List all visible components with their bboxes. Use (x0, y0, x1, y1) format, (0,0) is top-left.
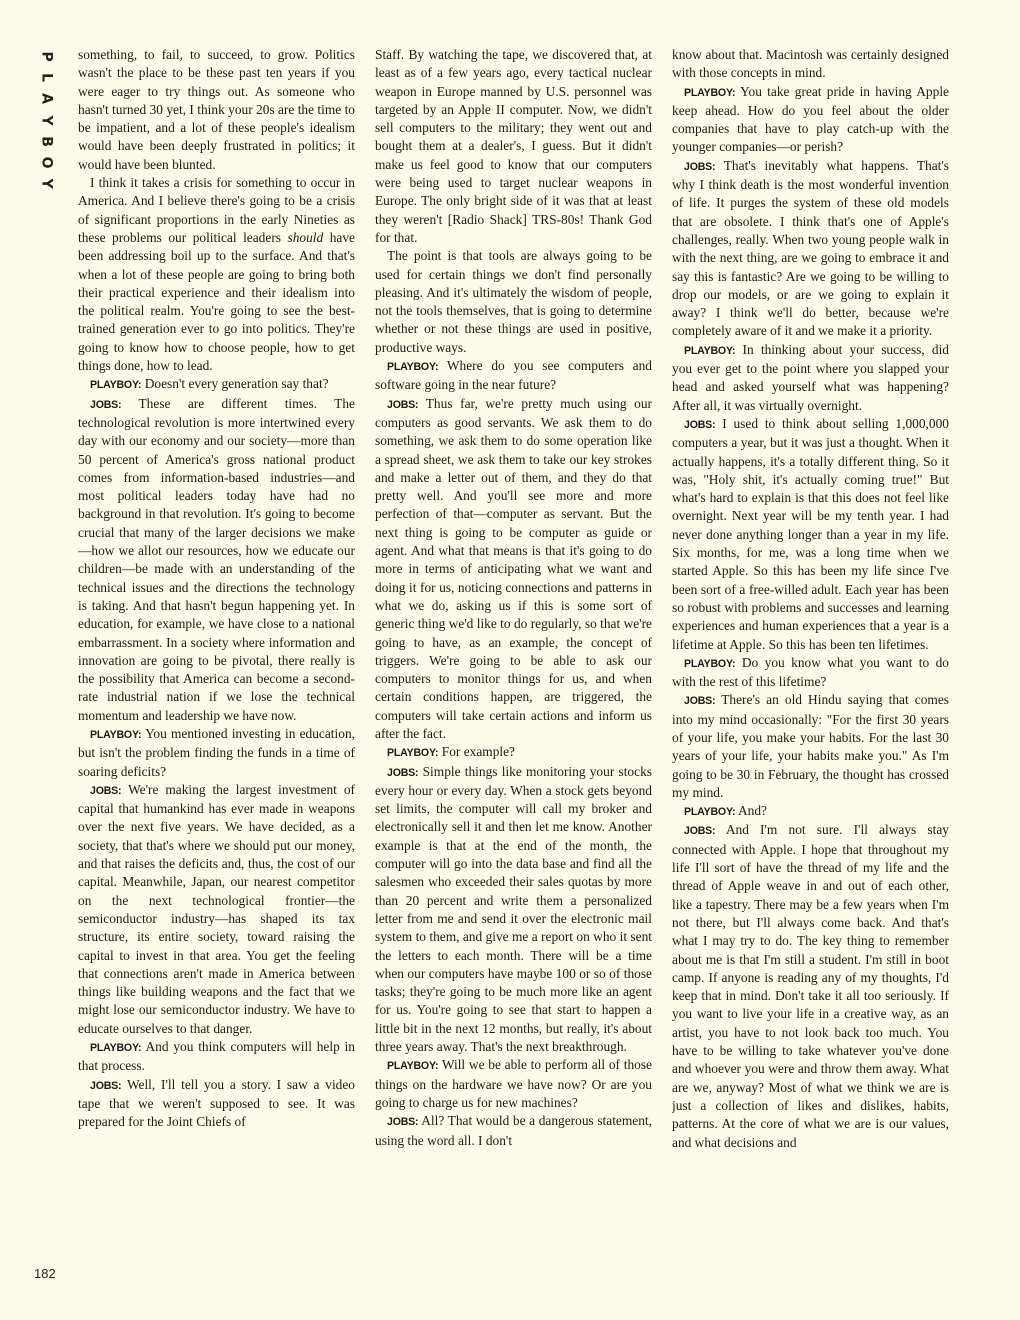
running-head-letter: P (38, 51, 55, 62)
text-column-1 (78, 46, 355, 1291)
paragraph: I think it takes a crisis for something to occur in America. And I believe there's going to be a crisis of significant proportions in the early Nineties as these problems our political leaders should have been addressing boil up to the surface. And that's when a lot of these people are going to bring both their practical experience and their idealism into the political realm. You're going to see the best-trained generation ever to go into politics. They're going to know how to choose people, how to get things done, how to lead. (78, 175, 355, 374)
running-head-letter: Y (38, 115, 55, 126)
page-number: 182 (34, 1266, 56, 1281)
running-head-letter: A (38, 93, 55, 105)
speaker-label: PLAYBOY: (90, 1042, 142, 1055)
paragraph: The point is that tools are always going to be used for certain things we don't find personally pleasing. And it's ultimately the wisdom of people, not the tools themselves, that is going to determine whether or not these things are used in positive, productive ways. (375, 248, 652, 355)
speaker-label: JOBS: (387, 398, 419, 411)
emphasis: should (287, 229, 324, 245)
answer: JOBS: I used to think about selling 1,000,000 computers a year, but it was just a thought. When it actually happens, it's a totally different thing. So it was, "Holy shit, it's actually coming true!" But what's hard to explain is that this does not feel like overnight. Next year will be my tenth year. I had never done anything longer than a year in my life. Six months, for me, was a long time when we started Apple. So this has been my life since I've been sort of a free-willed adult. Each year has been so robust with problems and successes and learning experiences and human experiences that a year is a lifetime at Apple. So this has been ten lifetimes. (672, 415, 949, 652)
paragraph: something, to fail, to succeed, to grow. Politics wasn't the place to be these past ten years if you were eager to try things out. As someone who hasn't turned 30 yet, I think your 20s are the time to be impatient, and a lot of these people's idealism would have been deeply frustrated in politics; it would have been blunted. (78, 47, 355, 172)
question: PLAYBOY: For example? (387, 744, 515, 760)
speaker-label: PLAYBOY: (684, 657, 736, 670)
answer: JOBS: Simple things like monitoring your stocks every hour or every day. When a stock gets beyond set limits, the computer will call my broker and electronically sell it and then let me know. Another example is that at the end of the month, the computer will go into the data base and find all the salesmen who exceeded their sales quotas by more than 20 percent and write them a personalized letter from me and send it over the electronic mail system to them, and give me a report on who it sent the letters to each month. There will be a time when our computers have maybe 100 or so of those tasks; they're going to be much more like an agent for us. You're going to see that start to happen a little bit in the next 12 months, but really, it's about three years away. That's the next breakthrough. (375, 763, 652, 1055)
speaker-label: PLAYBOY: (387, 747, 439, 760)
speaker-label: PLAYBOY: (90, 728, 142, 741)
question: PLAYBOY: Do you know what you want to do with the rest of this lifetime? (672, 654, 949, 690)
answer: JOBS: We're making the largest investment of capital that humankind has ever made in weapons over the next five years. We have decided, as a society, that that's where we should put our money, and that raises the deficits and, thus, the cost of our capital. Meanwhile, Japan, our nearest competitor on the next technological frontier—the semiconductor industry—has shaped its tax structure, its entire society, toward raising the capital to invest in that area. You get the feeling that connections aren't made in America between things like building weapons and the fact that we might lose our semiconductor industry. We have to educate ourselves to that danger. (78, 781, 355, 1036)
text-column-3 (672, 46, 949, 1291)
speaker-label: JOBS: (684, 160, 716, 173)
answer: JOBS: And I'm not sure. I'll always stay connected with Apple. I hope that throughout my life I'll sort of have the thread of my life and the thread of Apple weave in and out of each other, like a tapestry. There may be a few years when I'm not there, but I'll always come back. And that's what I may try to do. The key thing to remember about me is that I'm still a student. I'm still in boot camp. If anyone is reading any of my thoughts, I'd keep that in mind. Don't take it all too seriously. If you want to live your life in a creative way, as an artist, you have to not look back too much. You have to be willing to take whatever you've done and whoever you were and throw them away. What are we, anyway? Most of what we think we are is just a collection of likes and dislikes, habits, patterns. At the core of what we are is our values, and what decisions and (672, 822, 949, 1150)
speaker-label: PLAYBOY: (684, 86, 736, 99)
speaker-label: PLAYBOY: (684, 806, 736, 819)
speaker-label: JOBS: (684, 825, 716, 838)
speaker-label: PLAYBOY: (684, 344, 736, 357)
answer: JOBS: Thus far, we're pretty much using our computers as good servants. We ask them to do something, we ask them to do some operation like a spread sheet, we ask them to take our key strokes and make a letter out of them, and they do that pretty well. And you'll see more and more perfection of that—computer as servant. But the next thing is going to be computer as guide or agent. And what that means is that it's going to do more in terms of anticipating what we want and doing it for us, noticing connections and patterns in what we do, asking us if this is some sort of generic thing we'd like to do regularly, so that we're going to have, as an example, the concept of triggers. We're going to be able to ask our computers to monitor things for us, and when certain conditions happen, are triggered, the computers will take certain actions and inform us after the fact. (375, 395, 652, 741)
speaker-label: PLAYBOY: (90, 379, 142, 392)
question: PLAYBOY: Will we be able to perform all of those things on the hardware we have now? Or are you going to charge us for new machines? (375, 1057, 652, 1110)
running-head-letter: O (38, 156, 55, 169)
text-column-2 (375, 46, 652, 1291)
answer: JOBS: All? That would be a dangerous statement, using the word all. I don't (375, 1113, 652, 1148)
question: PLAYBOY: And you think computers will help in that process. (78, 1039, 355, 1074)
speaker-label: JOBS: (90, 398, 122, 411)
speaker-label: PLAYBOY: (387, 361, 439, 374)
speaker-label: JOBS: (90, 1079, 122, 1092)
answer: JOBS: Well, I'll tell you a story. I saw a video tape that we weren't supposed to see. It was prepared for the Joint Chiefs of (78, 1076, 355, 1130)
answer: JOBS: These are different times. The technological revolution is more intertwined every day with our economy and our society—more than 50 percent of America's gross national product comes from information-based industries—and most political leaders today have had no background in that revolution. It's going to become crucial that many of the larger decisions we make—how we allot our resources, how we educate our children—be made with an understanding of the technical issues and the directions the technology is taking. And that hasn't begun happening yet. In education, for example, we have close to a national embarrassment. In a society where information and innovation are going to be pivotal, there really is the possibility that America can become a second-rate industrial nation if we lose the technical momentum and leadership we have now. (78, 395, 355, 723)
speaker-label: JOBS: (387, 1116, 419, 1129)
paragraph: Staff. By watching the tape, we discovered that, at least as of a few years ago, every tactical nuclear weapon in Europe manned by U.S. personnel was targeted by an Apple II computer. Now, we didn't sell computers to the military; they went out and bought them at a dealer's, I guess. But it didn't make us feel good to know that our computers were being used to target nuclear weapons in Europe. The only bright side of it was that at least they weren't [Radio Shack] TRS-80s! Thank God for that. (375, 47, 652, 245)
question: PLAYBOY: Where do you see computers and software going in the near future? (375, 358, 652, 393)
speaker-label: JOBS: (387, 766, 419, 779)
running-head-letter: B (38, 136, 55, 147)
answer: JOBS: There's an old Hindu saying that comes into my mind occasionally: "For the first 30 years of your life, you make your habits. For the last 30 years of your life, your habits make you." As I'm going to be 30 in February, the thought has crossed my mind. (672, 692, 949, 800)
speaker-label: PLAYBOY: (387, 1060, 439, 1073)
magazine-running-head (36, 46, 56, 194)
speaker-label: JOBS: (90, 784, 122, 797)
paragraph: know about that. Macintosh was certainly designed with those concepts in mind. (672, 47, 949, 81)
running-head-letter: L (38, 73, 55, 83)
question: PLAYBOY: And? (684, 803, 768, 819)
answer: JOBS: That's inevitably what happens. That's why I think death is the most wonderful invention of life. It purges the system of these old models that are obsolete. I think that's one of Apple's challenges, really. When two young people walk in with the next thing, are we going to embrace it and say this is fantastic? Are we going to be willing to drop our models, or are we going to explain it away? I think we'll do better, because we're completely aware of it and we make it a priority. (672, 157, 949, 339)
question: PLAYBOY: You mentioned investing in education, but isn't the problem finding the funds in a time of soaring deficits? (78, 725, 355, 779)
speaker-label: JOBS: (684, 418, 716, 431)
question: PLAYBOY: Doesn't every generation say that? (90, 376, 329, 392)
question: PLAYBOY: In thinking about your success, did you ever get to the point where you slapped your head and asked yourself what was happening? After all, it was virtually overnight. (672, 341, 949, 413)
running-head-letter: Y (38, 178, 55, 189)
question: PLAYBOY: You take great pride in having Apple keep ahead. How do you feel about the older companies that have to play catch-up with the younger companies—or perish? (672, 83, 949, 155)
speaker-label: JOBS: (684, 695, 716, 708)
